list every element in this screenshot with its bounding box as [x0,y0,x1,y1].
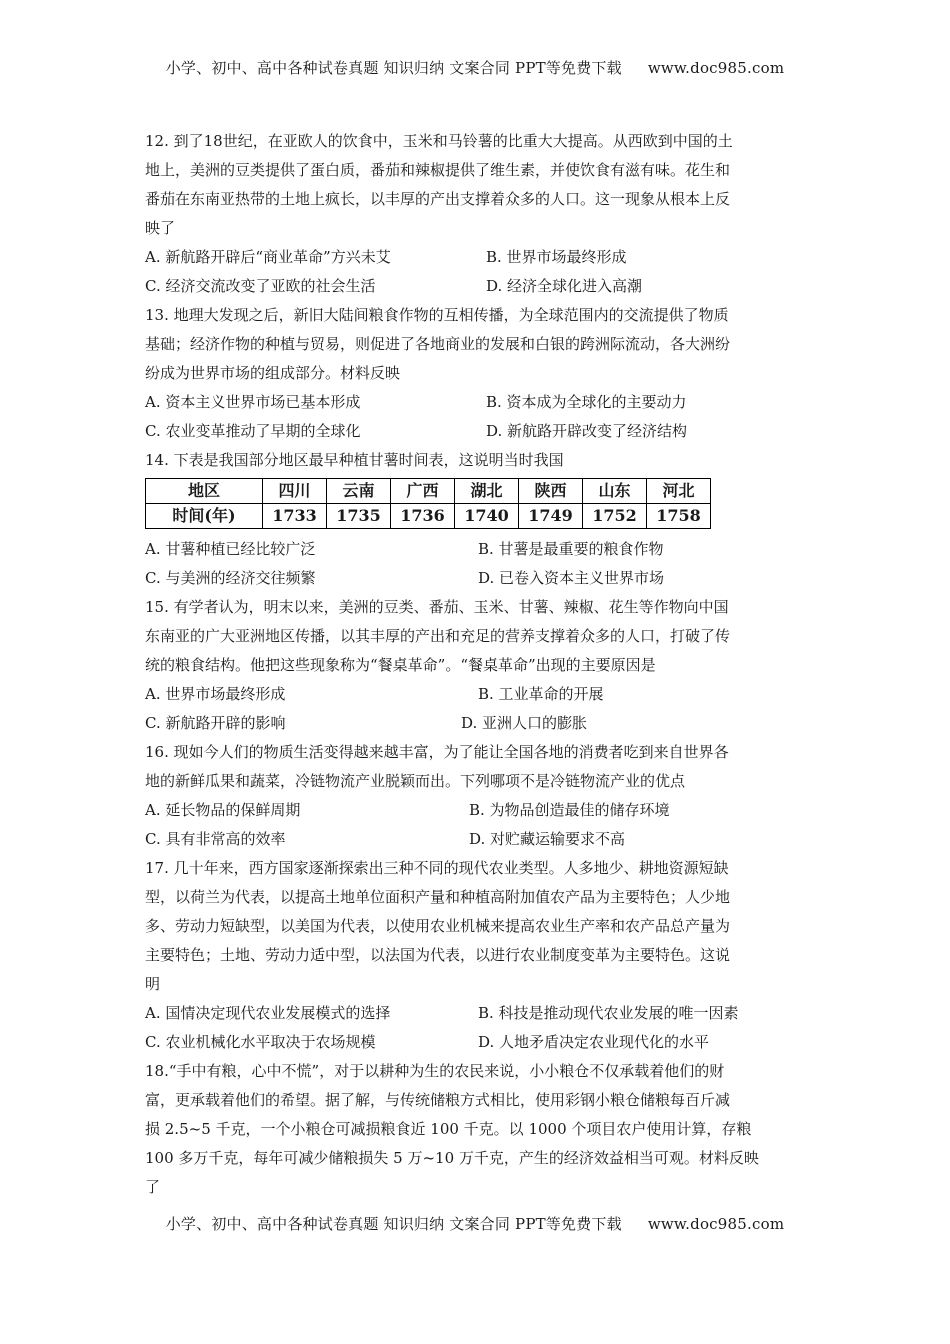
question-text-line: 富，更承载着他们的希望。据了解，与传统储粮方式相比，使用彩钢小粮仓储粮每百斤减 [145,1091,731,1109]
table-cell: 山东 [583,479,647,504]
option-a: A. 国情决定现代农业发展模式的选择 [145,1004,391,1022]
exam-content [145,127,810,1202]
table-cell: 1740 [455,504,519,529]
options-row [145,680,810,709]
table-cell: 云南 [327,479,391,504]
options-row [145,709,810,738]
question-13 [145,301,810,446]
question-text-line: 16. 现如今人们的物质生活变得越来越丰富，为了能让全国各地的消费者吃到来自世界各 [145,743,729,761]
question-text-line: 型，以荷兰为代表，以提高土地单位面积产量和种植高附加值农产品为主要特色；人少地 [145,888,731,906]
footer-website[interactable]: www.doc985.com [647,1215,785,1233]
question-15 [145,593,810,738]
page-footer [0,1213,950,1234]
options-row [145,1028,810,1057]
table-row [146,504,711,529]
table-cell: 地区 [146,479,263,504]
table-cell: 四川 [263,479,327,504]
option-b: B. 世界市场最终形成 [486,248,627,266]
option-c: C. 农业机械化水平取决于农场规模 [145,1033,376,1051]
question-text-line: 多、劳动力短缺型，以美国为代表，以使用农业机械来提高农业生产率和农产品总产量为 [145,917,731,935]
question-text-line: 明 [145,975,161,993]
question-text-line: 17. 几十年来，西方国家逐渐探索出三种不同的现代农业类型。人多地少、耕地资源短缺 [145,859,729,877]
options-row [145,417,810,446]
options-row [145,999,810,1028]
question-text-line: 映了 [145,219,176,237]
question-text-line: 纷成为世界市场的组成部分。材料反映 [145,364,401,382]
question-text-line: 地的新鲜瓜果和蔬菜，冷链物流产业脱颖而出。下列哪项不是冷链物流产业的优点 [145,772,686,790]
header-website[interactable]: www.doc985.com [647,59,785,77]
option-a: A. 世界市场最终形成 [145,685,286,703]
options-row [145,243,810,272]
options-row [145,564,810,593]
option-d: D. 新航路开辟改变了经济结构 [486,422,688,440]
question-text-line: 13. 地理大发现之后，新旧大陆间粮食作物的互相传播，为全球范围内的交流提供了物质 [145,306,729,324]
question-text-line: 番茄在东南亚热带的土地上疯长，以丰厚的产出支撑着众多的人口。这一现象从根本上反 [145,190,731,208]
option-d: D. 人地矛盾决定农业现代化的水平 [478,1033,710,1051]
table-cell: 1736 [391,504,455,529]
table-cell: 1758 [647,504,711,529]
options-row [145,796,810,825]
question-text-line: 14. 下表是我国部分地区最早种植甘薯时间表，这说明当时我国 [145,451,564,469]
options-row [145,388,810,417]
question-text-line: 了 [145,1178,161,1196]
option-b: B. 甘薯是最重要的粮食作物 [478,540,664,558]
options-row [145,825,810,854]
options-row [145,272,810,301]
question-16 [145,738,810,854]
option-a: A. 延长物品的保鲜周期 [145,801,301,819]
table-cell: 广西 [391,479,455,504]
option-a: A. 资本主义世界市场已基本形成 [145,393,361,411]
question-17 [145,854,810,1057]
question-text-line: 统的粮食结构。他把这些现象称为“餐桌革命”。“餐桌革命”出现的主要原因是 [145,656,656,674]
question-text-line: 东南亚的广大亚洲地区传播，以其丰厚的产出和充足的营养支撑着众多的人口，打破了传 [145,627,731,645]
question-14 [145,446,810,593]
question-text-line: 损 2.5~5 千克，一个小粮仓可减损粮食近 100 千克。以 1000 个项目农户使用计算，存粮 [145,1120,752,1138]
option-c: C. 新航路开辟的影响 [145,714,286,732]
table-cell: 1752 [583,504,647,529]
option-d: D. 亚洲人口的膨胀 [461,714,588,732]
table-header-row [146,479,711,504]
option-c: C. 具有非常高的效率 [145,830,286,848]
option-a: A. 甘薯种植已经比较广泛 [145,540,316,558]
question-text-line: 18.“手中有粮，心中不慌”，对于以耕种为生的农民来说，小小粮仓不仅承载着他们的财 [145,1062,725,1080]
question-text-line: 100 多万千克，每年可减少储粮损失 5 万~10 万千克，产生的经济效益相当可观。材料反映 [145,1149,759,1167]
question-text-line: 12. 到了18世纪，在亚欧人的饮食中，玉米和马铃薯的比重大大提高。从西欧到中国的土 [145,132,733,150]
table-cell: 1749 [519,504,583,529]
options-row [145,535,810,564]
question-text-line: 地上，美洲的豆类提供了蛋白质，番茄和辣椒提供了维生素，并使饮食有滋有味。花生和 [145,161,731,179]
option-b: B. 工业革命的开展 [478,685,604,703]
option-a: A. 新航路开辟后“商业革命”方兴未艾 [145,248,391,266]
question-text-line: 主要特色；土地、劳动力适中型，以法国为代表，以进行农业制度变革为主要特色。这说 [145,946,731,964]
question-12 [145,127,810,301]
option-c: C. 与美洲的经济交往频繁 [145,569,316,587]
table-cell: 河北 [647,479,711,504]
option-d: D. 对贮藏运输要求不高 [469,830,626,848]
option-b: B. 资本成为全球化的主要动力 [486,393,687,411]
header-text: 小学、初中、高中各种试卷真题 知识归纳 文案合同 PPT等免费下载 [165,59,622,77]
question-18 [145,1057,810,1202]
question-text-line: 基础；经济作物的种植与贸易，则促进了各地商业的发展和白银的跨洲际流动，各大洲纷 [145,335,731,353]
option-b: B. 科技是推动现代农业发展的唯一因素 [478,1004,739,1022]
option-b: B. 为物品创造最佳的储存环境 [469,801,670,819]
table-cell: 时间(年) [146,504,263,529]
question-text-line: 15. 有学者认为，明末以来，美洲的豆类、番茄、玉米、甘薯、辣椒、花生等作物向中国 [145,598,729,616]
table-cell: 1733 [263,504,327,529]
sweet-potato-table [145,478,711,529]
footer-text: 小学、初中、高中各种试卷真题 知识归纳 文案合同 PPT等免费下载 [165,1215,622,1233]
table-cell: 1735 [327,504,391,529]
option-c: C. 农业变革推动了早期的全球化 [145,422,361,440]
table-cell: 陕西 [519,479,583,504]
option-d: D. 经济全球化进入高潮 [486,277,643,295]
page-header [0,57,950,78]
option-c: C. 经济交流改变了亚欧的社会生活 [145,277,376,295]
table-cell: 湖北 [455,479,519,504]
option-d: D. 已卷入资本主义世界市场 [478,569,665,587]
